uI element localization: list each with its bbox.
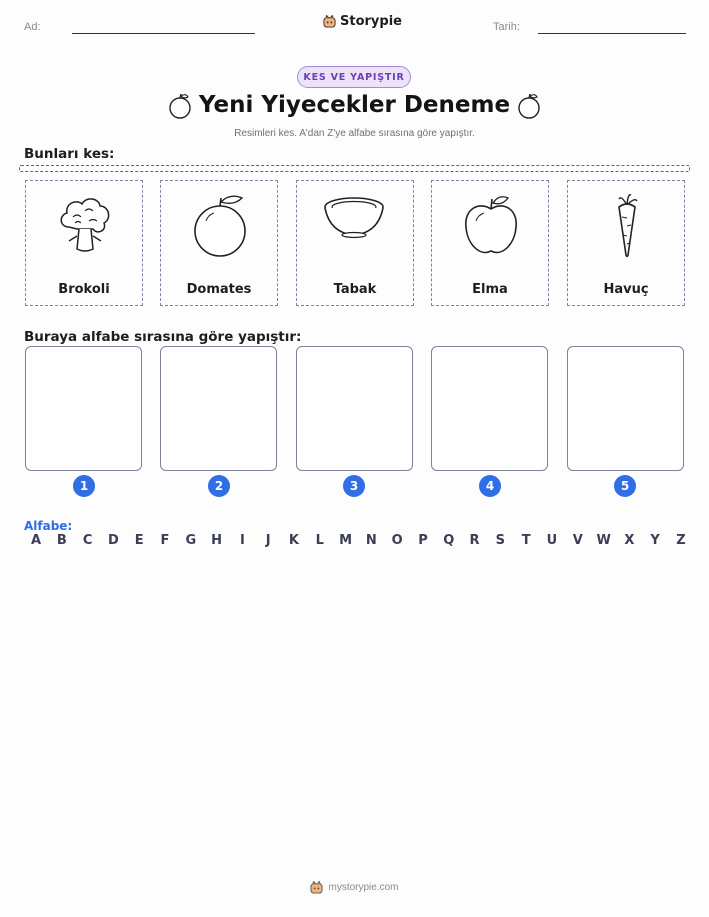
storypie-logo-icon xyxy=(310,881,323,894)
alphabet-letter: Q xyxy=(443,533,455,548)
alphabet-row xyxy=(29,533,688,548)
cut-heading: Bunları kes: xyxy=(24,146,115,162)
alphabet-letter: B xyxy=(56,533,67,548)
slot-number-badge: 5 xyxy=(614,475,636,497)
card-label: Tabak xyxy=(333,282,377,297)
alphabet-letter: U xyxy=(546,533,558,548)
bowl-icon xyxy=(324,191,384,259)
storypie-logo-icon xyxy=(323,15,336,28)
alphabet-letter: K xyxy=(288,533,299,548)
cut-card-tomato[interactable] xyxy=(160,180,278,306)
date-label: Tarih: xyxy=(493,21,520,33)
footer xyxy=(0,881,709,894)
paste-slot-3[interactable] xyxy=(296,346,413,471)
alphabet-letter: I xyxy=(239,533,245,548)
slot-number-badge: 1 xyxy=(73,475,95,497)
cut-card-apple[interactable] xyxy=(431,180,549,306)
alphabet-heading: Alfabe: xyxy=(24,519,73,533)
carrot-icon xyxy=(597,191,657,259)
cut-card-broccoli[interactable] xyxy=(25,180,143,306)
card-label: Brokoli xyxy=(58,282,110,297)
apple-icon xyxy=(461,191,521,259)
card-label: Elma xyxy=(472,282,508,297)
card-label: Havuç xyxy=(603,282,649,297)
alphabet-letter: J xyxy=(265,533,271,548)
cut-line xyxy=(19,165,690,172)
alphabet-letter: F xyxy=(160,533,170,548)
cut-card-carrot[interactable] xyxy=(567,180,685,306)
paste-slot-1[interactable] xyxy=(25,346,142,471)
date-line[interactable] xyxy=(538,33,686,34)
paste-slot-2[interactable] xyxy=(160,346,277,471)
activity-badge: KES VE YAPIŞTIR xyxy=(297,66,411,88)
cut-card-bowl[interactable] xyxy=(296,180,414,306)
alphabet-letter: G xyxy=(185,533,197,548)
paste-slot-5[interactable] xyxy=(567,346,684,471)
alphabet-letter: W xyxy=(596,533,611,548)
alphabet-letter: M xyxy=(339,533,353,548)
alphabet-letter: T xyxy=(521,533,531,548)
slot-number-badge: 2 xyxy=(208,475,230,497)
page-title: Yeni Yiyecekler Deneme xyxy=(198,92,511,118)
paste-slot-4[interactable] xyxy=(431,346,548,471)
brand-name: Storypie xyxy=(340,14,402,29)
alphabet-letter: D xyxy=(107,533,119,548)
alphabet-letter: C xyxy=(82,533,93,548)
paste-heading: Buraya alfabe sırasına göre yapıştır: xyxy=(24,329,302,345)
alphabet-letter: N xyxy=(365,533,377,548)
alphabet-letter: Z xyxy=(676,533,686,548)
alphabet-letter: Y xyxy=(650,533,660,548)
instructions: Resimleri kes. A'dan Z'ye alfabe sırasına göre yapıştır. xyxy=(234,128,475,139)
slot-number-badge: 4 xyxy=(479,475,501,497)
alphabet-letter: O xyxy=(391,533,403,548)
brand-logo xyxy=(323,14,402,29)
tomato-icon xyxy=(190,191,250,259)
alphabet-letter: A xyxy=(30,533,42,548)
alphabet-letter: L xyxy=(315,533,324,548)
alphabet-letter: H xyxy=(211,533,223,548)
footer-url[interactable]: mystorypie.com xyxy=(328,882,399,893)
card-label: Domates xyxy=(186,282,252,297)
alphabet-letter: R xyxy=(469,533,480,548)
alphabet-letter: V xyxy=(572,533,583,548)
alphabet-letter: X xyxy=(624,533,635,548)
alphabet-letter: E xyxy=(134,533,144,548)
alphabet-letter: P xyxy=(418,533,428,548)
broccoli-icon xyxy=(55,191,115,259)
name-label: Ad: xyxy=(24,21,41,33)
apple-icon xyxy=(516,92,542,120)
name-line[interactable] xyxy=(72,33,255,34)
alphabet-letter: S xyxy=(495,533,506,548)
slot-number-badge: 3 xyxy=(343,475,365,497)
